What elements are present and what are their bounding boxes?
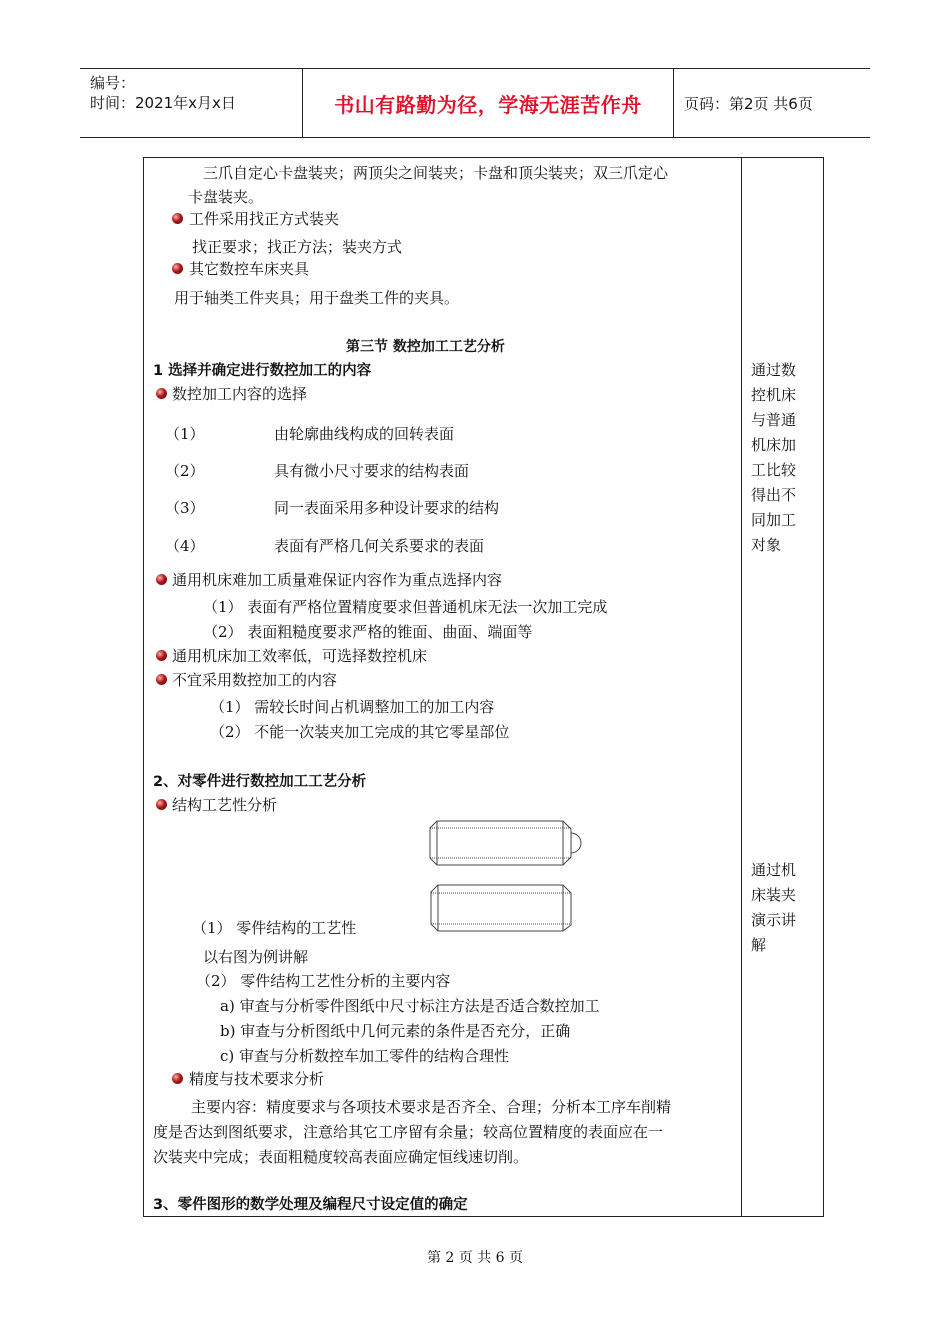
bullet-item: 结构工艺性分析 xyxy=(172,796,278,814)
list-number: （4） xyxy=(165,537,205,555)
part-top-figure xyxy=(430,821,581,865)
heading-3: 3、零件图形的数学处理及编程尺寸设定值的确定 xyxy=(153,1197,468,1213)
text-line: 卡盘装夹。 xyxy=(188,188,264,206)
bullet-item: 数控加工内容的选择 xyxy=(172,385,308,403)
part-bottom-figure xyxy=(431,885,571,931)
list-item: a) 审查与分析零件图纸中尺寸标注方法是否适合数控加工 xyxy=(220,997,600,1015)
list-item: b) 审查与分析图纸中几何元素的条件是否充分，正确 xyxy=(220,1022,571,1040)
time-label: 时间：2021年x月x日 xyxy=(90,94,236,112)
list-number: （2） xyxy=(165,462,205,480)
list-item: （2） 不能一次装夹加工完成的其它零星部位 xyxy=(210,723,510,741)
part-drawing xyxy=(425,815,585,935)
list-item: （1） 零件结构的工艺性 xyxy=(192,919,357,937)
paragraph-line: 次装夹中完成；表面粗糙度较高表面应确定恒线速切削。 xyxy=(153,1148,529,1166)
side-note: 通过机床装夹演示讲解 xyxy=(751,861,797,954)
header-page-cell xyxy=(674,69,870,137)
text-line: 用于轴类工件夹具；用于盘类工件的夹具。 xyxy=(174,289,460,307)
header-left-cell xyxy=(80,69,303,137)
page-footer: 第 2 页 共 6 页 xyxy=(426,1250,524,1266)
bullet-item: 工件采用找正方式装夹 xyxy=(189,210,340,228)
paragraph-line: 度是否达到图纸要求，注意给其它工序留有余量；较高位置精度的表面应在一 xyxy=(153,1123,664,1141)
text-line: 找正要求；找正方法；装夹方式 xyxy=(192,238,403,256)
column-divider xyxy=(741,157,742,1217)
motto: 书山有路勤为径，学海无涯苦作舟 xyxy=(334,92,642,117)
page-label: 页码：第2页 共6页 xyxy=(684,94,813,113)
list-text: 由轮廓曲线构成的回转表面 xyxy=(274,425,455,443)
list-item: （2） 表面粗糙度要求严格的锥面、曲面、端面等 xyxy=(203,623,533,641)
list-number: （1） xyxy=(165,425,205,443)
bullet-icon xyxy=(156,388,167,399)
bullet-item: 其它数控车床夹具 xyxy=(189,260,310,278)
paragraph-line: 主要内容：精度要求与各项技术要求是否齐全、合理；分析本工序车削精 xyxy=(191,1098,672,1116)
bullet-item: 通用机床加工效率低，可选择数控机床 xyxy=(172,647,428,665)
bullet-icon xyxy=(156,574,167,585)
number-label: 编号： xyxy=(90,74,136,92)
text-line: 以右图为例讲解 xyxy=(203,948,309,966)
list-item: （1） 表面有严格位置精度要求但普通机床无法一次加工完成 xyxy=(203,598,608,616)
list-item: （1） 需较长时间占机调整加工的加工内容 xyxy=(210,698,495,716)
text-line: 三爪自定心卡盘装夹；两顶尖之间装夹；卡盘和顶尖装夹；双三爪定心 xyxy=(203,164,669,182)
bullet-item: 不宜采用数控加工的内容 xyxy=(172,671,338,689)
heading-2: 2、对零件进行数控加工工艺分析 xyxy=(153,774,367,790)
list-item: c) 审查与分析数控车加工零件的结构合理性 xyxy=(220,1047,510,1065)
list-number: （3） xyxy=(165,499,205,517)
section-title: 第三节 数控加工工艺分析 xyxy=(346,339,505,355)
bullet-icon xyxy=(156,799,167,810)
document-header xyxy=(80,68,870,138)
list-text: 同一表面采用多种设计要求的结构 xyxy=(274,499,500,517)
list-text: 具有微小尺寸要求的结构表面 xyxy=(274,462,470,480)
bullet-icon xyxy=(156,650,167,661)
list-text: 表面有严格几何关系要求的表面 xyxy=(274,537,485,555)
bullet-item: 精度与技术要求分析 xyxy=(189,1070,325,1088)
side-note: 通过数控机床与普通机床加工比较得出不同加工对象 xyxy=(751,361,797,554)
bullet-icon xyxy=(156,674,167,685)
header-motto-cell xyxy=(303,69,674,137)
heading-1: 1 选择并确定进行数控加工的内容 xyxy=(153,363,372,379)
bullet-icon xyxy=(172,213,183,224)
bullet-icon xyxy=(172,1073,183,1084)
bullet-item: 通用机床难加工质量难保证内容作为重点选择内容 xyxy=(172,571,503,589)
list-item: （2） 零件结构工艺性分析的主要内容 xyxy=(196,972,451,990)
bullet-icon xyxy=(172,263,183,274)
